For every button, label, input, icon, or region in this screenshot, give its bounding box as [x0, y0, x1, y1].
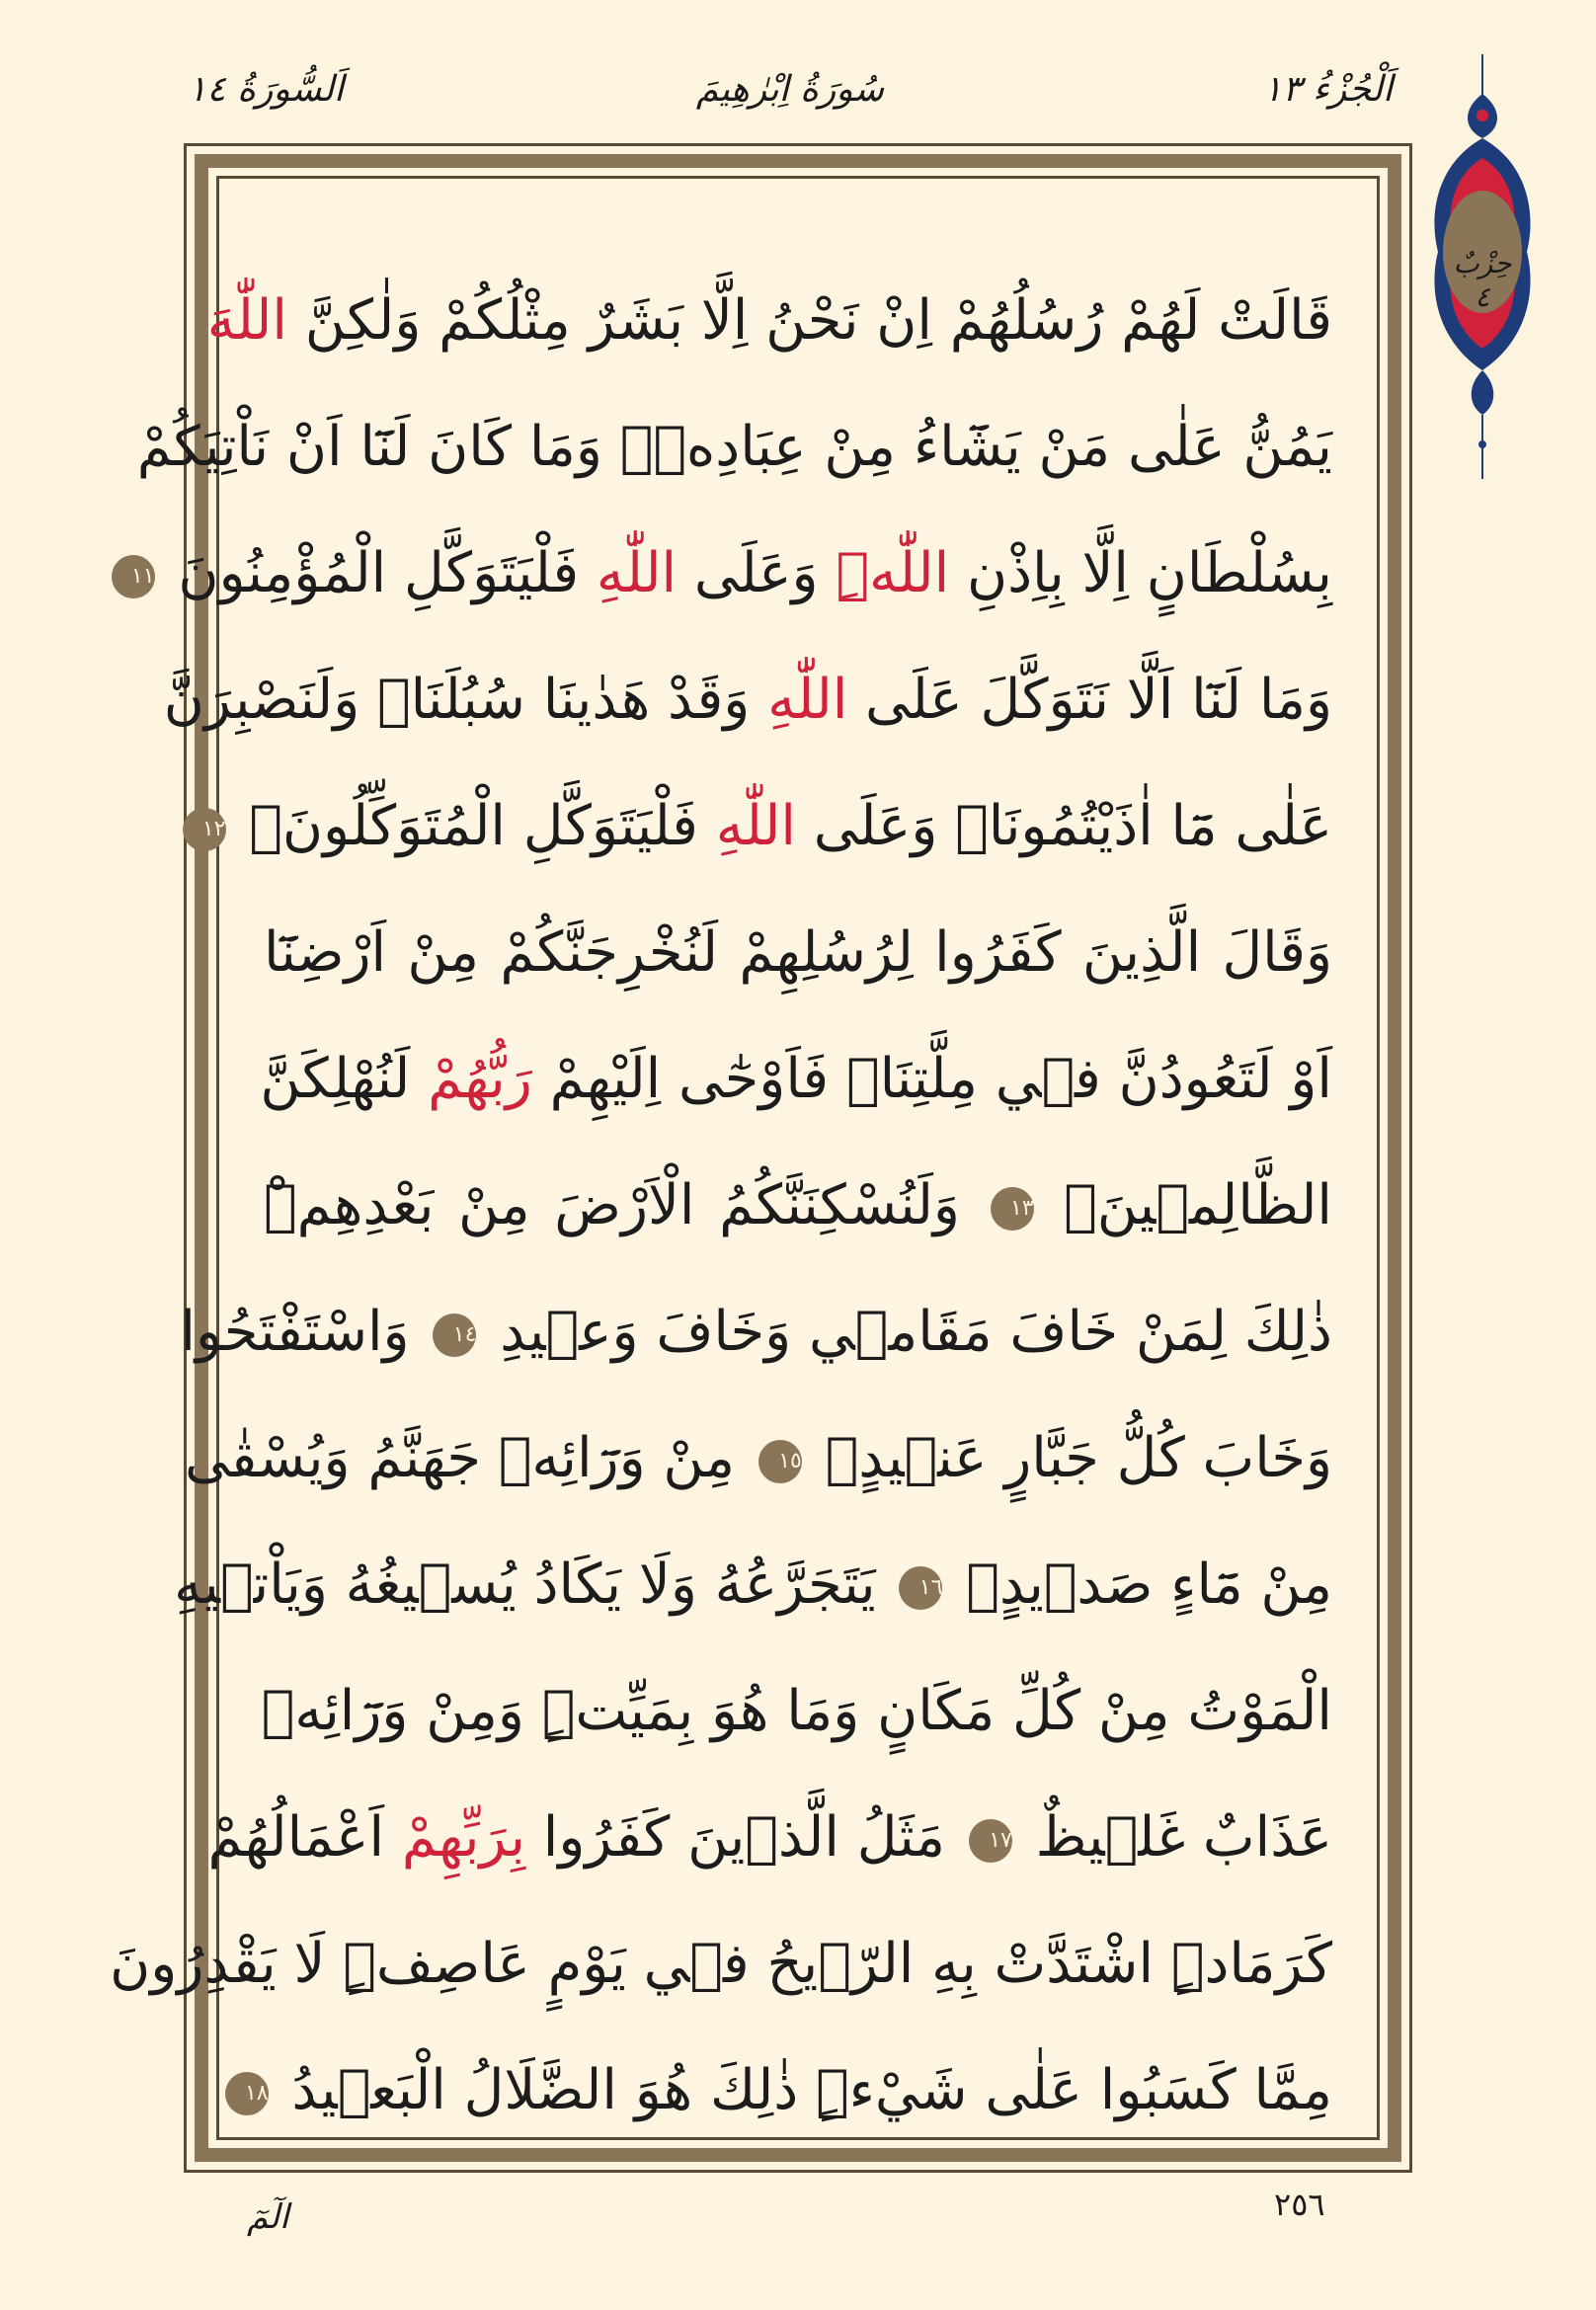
ayah-number-marker: ١٤	[433, 1314, 476, 1357]
verse-text: كَرَمَادٍۨ اشْتَدَّتْ بِهِ الرّٖيحُ فٖي يَوْمٍ عَاصِفٍۜ لَا يَقْدِرُونَ	[110, 1932, 1332, 1996]
ayah-number-marker: ١٦	[899, 1566, 942, 1610]
text-line	[261, 1648, 1332, 1775]
verse-text: اَعْمَالُهُمْ	[207, 1805, 402, 1870]
text-line	[207, 1775, 1332, 1901]
text-line	[264, 890, 1332, 1016]
text-line	[136, 384, 1332, 511]
verse-text: وَقَدْ هَدٰينَا سُبُلَنَاۜ وَلَنَصْبِرَنَّ	[163, 668, 768, 732]
verse-text: وَلَنُسْكِنَنَّكُمُ الْاَرْضَ مِنْ بَعْدِهِمْۜ	[264, 1173, 985, 1237]
verse-text: قَالَتْ لَهُمْ رُسُلُهُمْ اِنْ نَحْنُ اِلَّا بَشَرٌ مِثْلُكُمْ وَلٰكِنَّ	[286, 288, 1332, 353]
verse-text: مِنْ مَٓاءٍ صَدٖيدٍۙ	[948, 1553, 1332, 1617]
ayah-number-marker: ١٥	[758, 1440, 802, 1483]
verse-text: يَتَجَرَّعُهُ وَلَا يَكَادُ يُسٖيغُهُ وَيَاْتٖيهِ	[174, 1553, 894, 1617]
text-line	[174, 1522, 1332, 1648]
divine-name: رَبُّهُمْ	[428, 1047, 532, 1111]
juz-label: اَلْجُزْءُ ١٣	[1262, 69, 1393, 110]
verse-text: بِسُلْطَانٍ اِلَّا بِاِذْنِ	[949, 541, 1332, 605]
ayah-number-marker: ١٣	[991, 1187, 1034, 1231]
verse-text: وَاسْتَفْتَحُوا	[180, 1300, 428, 1364]
text-line	[244, 2028, 1332, 2154]
verse-text: وَمَا لَنَٓا اَلَّا نَتَوَكَّلَ عَلَى	[847, 668, 1332, 732]
verse-text: وَقَالَ الَّذِينَ كَفَرُوا لِرُسُلِهِمْ لَنُخْرِجَنَّكُمْ مِنْ اَرْضِنَٓا	[264, 920, 1332, 985]
text-line	[264, 1143, 1332, 1269]
divine-name: اللّٰهِ	[767, 668, 848, 732]
text-line	[260, 1016, 1332, 1143]
quran-text	[110, 258, 1332, 2154]
text-line	[206, 258, 1332, 384]
page-frame	[110, 143, 1412, 2173]
ayah-number-marker: ١١	[112, 555, 155, 598]
text-line	[184, 1395, 1332, 1522]
divine-name: اللّٰهَ	[206, 288, 287, 353]
hizb-label-text: حِزْبٌ	[1453, 247, 1512, 279]
text-line	[130, 511, 1332, 637]
verse-text: مَثَلُ الَّذٖينَ كَفَرُوا	[524, 1805, 963, 1870]
hizb-label	[1418, 247, 1547, 314]
verse-text: وَعَلَى	[677, 541, 837, 605]
text-panel	[110, 176, 1380, 2140]
divine-name: اللّٰهِ	[715, 794, 796, 858]
divine-name: اللّٰهِ	[596, 541, 678, 605]
surah-name: سُورَةُ اِبْرٰهِيمَ	[695, 69, 885, 110]
ayah-number-marker: ١٢	[183, 808, 226, 851]
text-line	[180, 1269, 1332, 1395]
divine-name: اللّٰهِۜ	[836, 541, 950, 605]
verse-text: عَلٰى مَٓا اٰذَيْتُمُونَاۜ وَعَلَى	[795, 794, 1332, 858]
verse-text: فَلْيَتَوَكَّلِ الْمُتَوَكِّلُونَ۟	[231, 794, 716, 858]
verse-text: ذٰلِكَ لِمَنْ خَافَ مَقَامٖي وَخَافَ وَعٖيدِ	[482, 1300, 1332, 1364]
ayah-number-marker: ١٧	[969, 1819, 1012, 1863]
verse-text: لَنُهْلِكَنَّ	[260, 1047, 429, 1111]
verse-text: عَذَابٌ غَلٖيظٌ	[1017, 1805, 1332, 1870]
page-number: ٢٥٦	[1274, 2186, 1325, 2223]
text-line	[201, 763, 1332, 890]
verse-text: الظَّالِمٖينَۙ	[1039, 1173, 1332, 1237]
verse-text: الْمَوْتُ مِنْ كُلِّ مَكَانٍ وَمَا هُوَ بِمَيِّتٍۜ وَمِنْ وَرَٓائِهٖ	[261, 1679, 1332, 1743]
hizb-number: ٤	[1475, 280, 1490, 313]
divine-name: بِرَبِّهِمْ	[401, 1805, 525, 1870]
surah-number-label: اَلسُّورَةُ ١٤	[188, 69, 345, 110]
text-line	[110, 1901, 1332, 2028]
ayah-number-marker: ١٨	[225, 2072, 269, 2115]
verse-text: مِنْ وَرَٓائِهٖ جَهَنَّمُ وَيُسْقٰى	[184, 1426, 753, 1490]
signature-mark: الٓمٓ	[247, 2197, 289, 2237]
text-line	[163, 637, 1332, 763]
verse-text: فَلْيَتَوَكَّلِ الْمُؤْمِنُونَ	[160, 541, 597, 605]
page-header	[188, 69, 1393, 128]
verse-text: يَمُنُّ عَلٰى مَنْ يَشَٓاءُ مِنْ عِبَادِهٖۜ وَمَا كَانَ لَنَٓا اَنْ نَاْتِيَكُمْ	[136, 415, 1332, 479]
verse-text: مِمَّا كَسَبُوا عَلٰى شَيْءٍۜ ذٰلِكَ هُوَ الضَّلَالُ الْبَعٖيدُ	[274, 2058, 1332, 2122]
verse-text: اَوْ لَتَعُودُنَّ فٖي مِلَّتِنَاۜ فَاَوْحٰٓى اِلَيْهِمْ	[531, 1047, 1332, 1111]
verse-text: وَخَابَ كُلُّ جَبَّارٍ عَنٖيدٍۙ	[807, 1426, 1332, 1490]
